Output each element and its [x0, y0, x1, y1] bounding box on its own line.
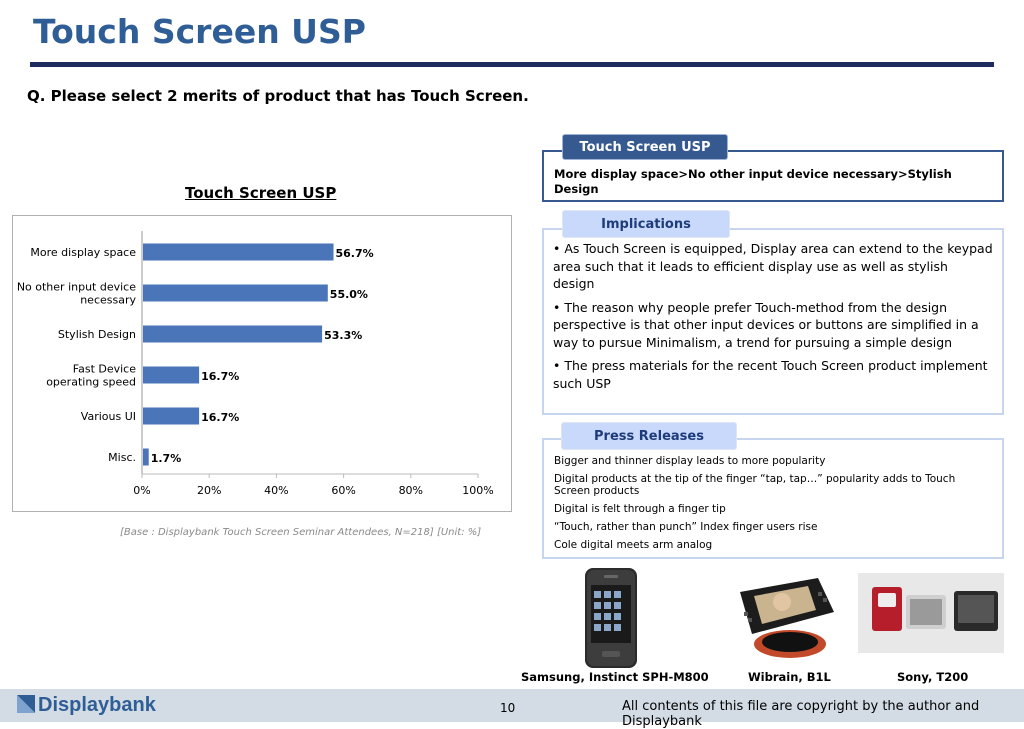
usp-tab: Touch Screen USP: [562, 134, 728, 160]
product-label: Sony, T200: [897, 670, 969, 684]
chart-bar: [143, 367, 199, 384]
x-tick-label: 40%: [264, 484, 289, 497]
copyright-text: All contents of this file are copyright by the author and Displaybank: [622, 699, 980, 729]
survey-question: Q. Please select 2 merits of product that has Touch Screen.: [27, 87, 529, 105]
chart-bar: [143, 449, 149, 466]
press-item: Digital is felt through a finger tip: [554, 503, 726, 515]
x-tick-label: 60%: [331, 484, 356, 497]
implications-tab: Implications: [562, 210, 730, 238]
phone-image: [584, 567, 638, 669]
press-item: “Touch, rather than punch” Index finger users rise: [554, 521, 818, 533]
bar-chart: [12, 215, 512, 512]
product-label: Samsung, Instinct SPH-M800: [521, 670, 709, 684]
category-label: Fast Device operating speed: [46, 362, 136, 389]
umpc-image: [730, 572, 840, 664]
displaybank-logo-icon: [17, 695, 35, 713]
x-tick-label: 0%: [133, 484, 151, 497]
press-item: Bigger and thinner display leads to more popularity: [554, 455, 826, 467]
press-item: Digital products at the tip of the finger “tap, tap…” popularity adds to Touch Screen products: [554, 473, 956, 497]
x-tick-label: 20%: [196, 484, 222, 497]
title-divider: [30, 62, 994, 67]
implication-item: • The reason why people prefer Touch-method from the design perspective is that other input devices or buttons are simplified in a way to pursue Minimalism, a trend for pursuing a simple design: [553, 299, 979, 350]
chart-base-note: [Base : Displaybank Touch Screen Seminar Attendees, N=218] [Unit: %]: [120, 527, 482, 538]
footer-logo: Displaybank: [38, 694, 156, 716]
press-tab: Press Releases: [561, 422, 737, 450]
bar-value-label: 16.7%: [201, 411, 240, 424]
page-number: 10: [500, 701, 516, 715]
chart-bar: [143, 285, 328, 302]
chart-bar: [143, 408, 199, 425]
press-item: Cole digital meets arm analog: [554, 539, 713, 551]
bar-value-label: 56.7%: [335, 247, 374, 260]
bar-value-label: 16.7%: [201, 370, 240, 383]
category-label: No other input device necessary: [16, 280, 136, 307]
category-label: Stylish Design: [57, 328, 136, 341]
x-tick-label: 80%: [398, 484, 424, 497]
page-title: Touch Screen USP: [33, 12, 366, 51]
category-label: Various UI: [80, 410, 136, 423]
chart-title: Touch Screen USP: [185, 184, 337, 202]
bar-value-label: 1.7%: [150, 452, 182, 465]
implication-item: • The press materials for the recent Touch Screen product implement such USP: [553, 358, 988, 391]
bar-value-label: 55.0%: [329, 288, 368, 301]
category-label: More display space: [30, 246, 136, 259]
camera-image: [858, 573, 1004, 653]
category-label: Misc.: [108, 451, 136, 464]
chart-bar: [143, 244, 334, 261]
bar-value-label: 53.3%: [324, 329, 363, 342]
usp-summary: More display space>No other input device necessary>Stylish Design: [554, 167, 952, 196]
product-label: Wibrain, B1L: [748, 670, 831, 684]
implication-item: • As Touch Screen is equipped, Display area can extend to the keypad area such that it leads to efficient display use as well as stylish design: [553, 241, 993, 291]
x-tick-label: 100%: [462, 484, 494, 497]
chart-bar: [143, 326, 322, 343]
press-list: [554, 455, 994, 557]
implications-list: [553, 240, 993, 398]
